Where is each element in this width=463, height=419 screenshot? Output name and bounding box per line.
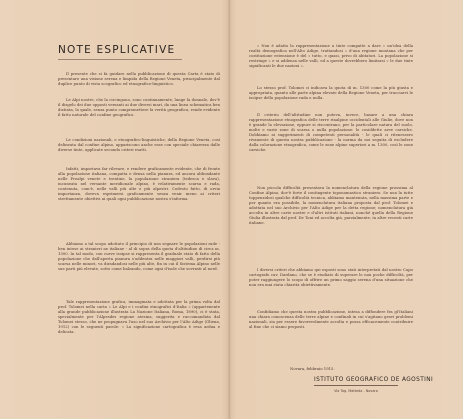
center-fold [228, 0, 231, 419]
publisher-imprint [314, 377, 434, 393]
page-title: NOTE ESPLICATIVE [58, 44, 176, 56]
paragraph: « Non è adatto la rappresentazione a tinte compatte a dare « un'idea della realtà demografica nell'Alto Adige, trattandosi « d'una regione montana che per costituzione estensione è del « tutto, e quasi, privo di abitatori. La popolazione si restringe « e si addensa nelle valli, ed a queste dovrebbero limitarsi « le due tinte significanti le due nazioni ». [249, 44, 413, 69]
paragraph: Confidiamo che questa nostra pubblicazione, intesa a diffondere fra gl'Italiani una chiara conoscenza delle terre alpine e confinali in cui s'agitano gravi problemi nazionali, sia per essere favorevolmente accolta e possa efficacemente contribuire al fine che ci siamo proposti. [249, 310, 413, 330]
paragraph: Infatti, importava far rilevare, e rendere graficamente evidente, che di fronte alla popolazione italiana, compatta e densa nella pianura, ed ancora abbondante nelle Prealpi venete e trentine, la popolazione straniera (tedesca e slava), incuneata nel versante meridionale alpino, è relativamente scarsa e rada, contenuta, com'è, nelle valli più alte e più alpestri. Codesto fatto, di orvia importanza, doveva esprimersi graficamente senza venir meno ai criteri strettamente obiettivi ai quali ogni pubblicazione nostra s'informa. [58, 167, 220, 202]
publisher-address: Via Tog. Matteda - Novara [334, 388, 378, 393]
paragraph: Non piccola difficoltà presentava la nomenclatura della regione prossima al Confine Alpino, dov'è forte il contingente toponomastico straniero. Se non la tutte toppenzidosi qualche difficoltà tecnica, abbiamo mantenuta, nella massima parte e per quanto era possibile, la nomenclatura italiana proposta dal prof. Tolomei e adottata nel suo Archivio per l'Alto Adige per la detta regione; nomenclatura già accolta in altre carte nostre e d'altri istituti italiani, nonché quella della Regione Giulia illustrata dal prof. De Toni ed accolta già, parzialmente, in altre recenti carte italiane. [249, 186, 413, 226]
paragraph: Il presente che si fa guidare nella pubblicazione di questa Carta è stato di presentare una visione serena e limpida della Regione Veneta, principalmente dal duplice punto di vista scografico ed etnografico-linguistico. [58, 72, 220, 87]
paragraph: Le condizioni nazionali, e etnografico-linguistiche, della Regione Veneta, così delineata dal confine alpino, appariscono anche esse con speciale chiarezza dalle diverse tinte, applicate secondo criteri esatti. [58, 138, 220, 153]
paragraph: Tale rappresentazione grafica, immaginata e adottata per la prima volta dal prof. Tolomei nella carta « Le Alpi e i confini etnografici d'Italia » (appartenente alla grande pubblicazione illustrata La Nazione Italiana, Roma, 1890), ci è stata, specialmente per l'Alpesdes regione atesina, suggerita e raccomandata dal Tolomei stesso, che ne propugnava l'uso nel suo Archivio per l'Alto Adige (Gliena, 1912) con le seguenti parole: « La significazione cartografica è resa ardua e delicata. [58, 300, 220, 335]
paragraph: Il criterio dell'altitudine non poteva, invece, basare a una chiara rappresentazione etnografica delle terre rinalpine occidentali alle Giulie, dove non è grande la elevazione, eppure si riscontrano, per la particolare natura del suolo, molte e vaste zone di scarsa o nulla popolazione: le cosiddette aree carsiche. Dobbiamo ai suggerimenti di competenti personalità - le quali ci ritenessero rivamente di questa nostra pubblicazione - la norma da noi seguita di escludere dalla colorazione etnografica, come le zone alpine superiori a m. 1300, così le zone carsiche. [249, 113, 413, 153]
date-line: Novara, febbraio 1915. [290, 366, 335, 371]
paragraph: Abbiamo a tal scopo adottato il principio di non segnare le popolazioni rade - ben intese ai stranieri ne italiane - al di sopra della quota d'altitudine di circa m. 1300. In tal modo, con curve isoipse si rappresenta il graduale stato di fatto della popolazione che dall'aperta pianura s'addentra nelle maggiori valli, perdirsi più scarsa nelle minori, va diradandosi nelle più alte, fin in cui il Sistema Alpino nelle sue parti più elevate, sotto come balzando, come ogni d'isole che sovrasti al nord. [58, 242, 220, 272]
paragraph: Lo stesso prof. Tolomei ci indicava la quota di m. 1300 come la più giusta e appropriata, quanto alle parte alpina elevate della Regione Veneta, per tracciarvi le isoipse della popolazione rada o nulla. [249, 86, 413, 101]
paragraph: Le Alpi nostre, che la circingono, sono continuamente, lunge la donnale, dov'è il disgelo dei due opposti versanti ai due diversi mari, da una linea schematica ben distinta, la quale, senza punto compromettere la verità geografica, rende evidente il fatto naturale del confine geografico. [58, 98, 220, 118]
paragraph: I diversi criteri che abbiamo qui esposti sono stati interpretati dal nostro Capo cartografo cav. Dardano, che se è studiato di superare le non poche difficoltà, per poter raggiungere lo scopo di offrire un primo saggio serena d'una situazione che non era mai stata chiarita obiettivamente. [249, 268, 413, 288]
imprint-divider [314, 385, 398, 386]
title-underline [58, 59, 182, 60]
publisher-name: ISTITUTO GEOGRAFICO DE AGOSTINI [314, 377, 434, 383]
